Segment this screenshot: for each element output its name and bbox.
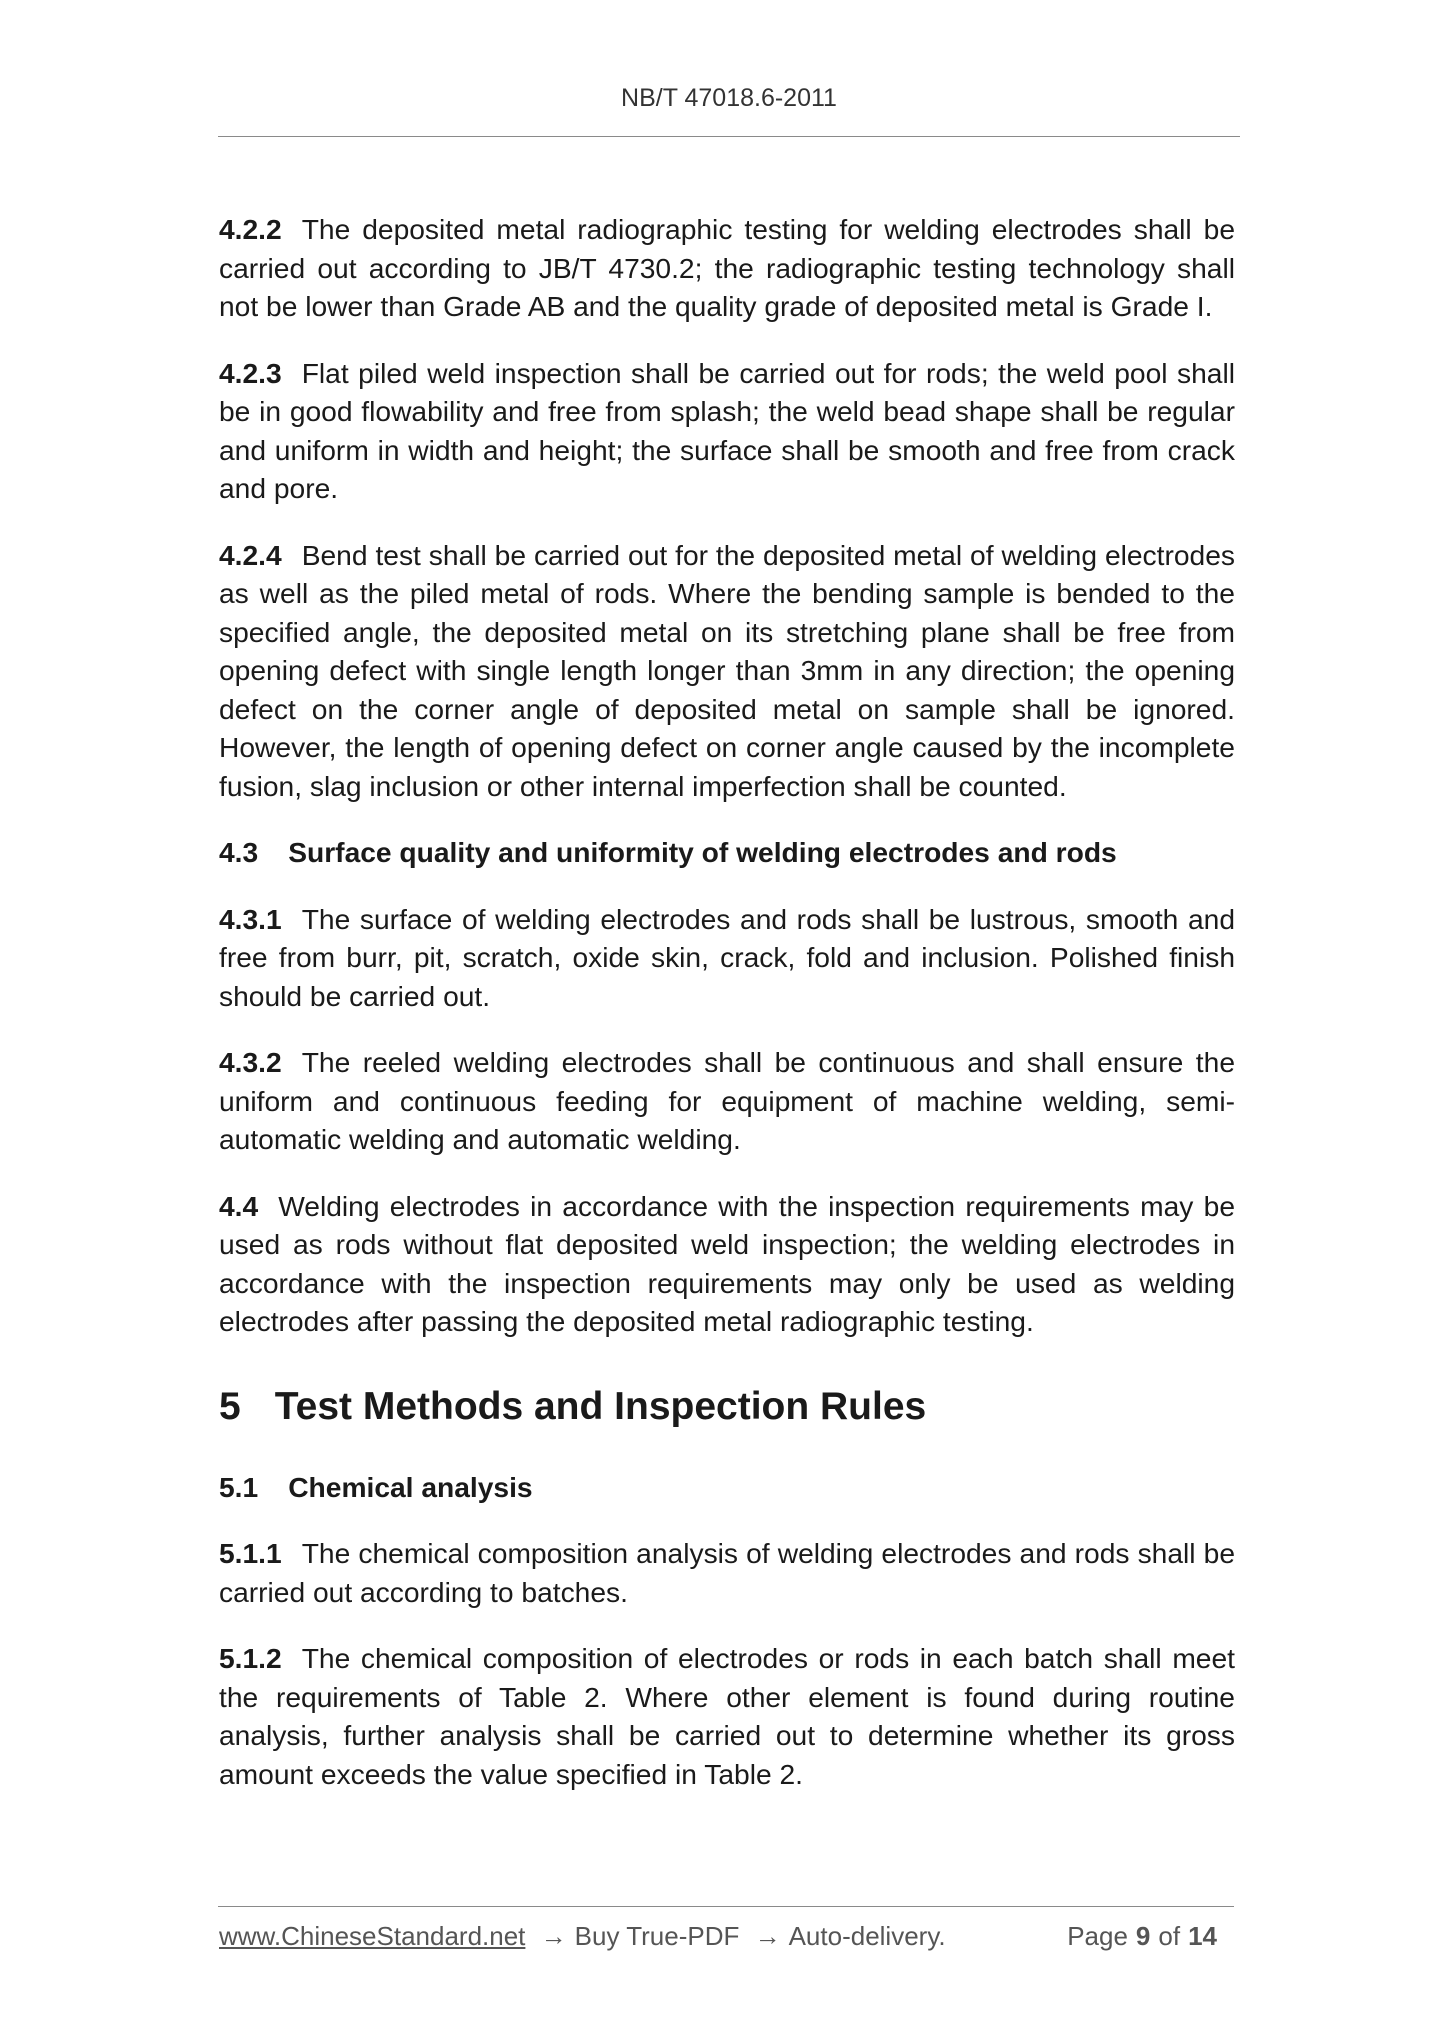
clause-number: 4.2.3 [219, 356, 282, 389]
chapter-heading-5 [219, 1382, 1235, 1432]
clause-number: 4.3.2 [219, 1046, 282, 1078]
clause-4-2-3 [219, 354, 1235, 508]
page-header-standard-code: NB/T 47018.6-2011 [621, 84, 837, 112]
current-page-number: 9 [1135, 1921, 1151, 1951]
total-page-count: 14 [1188, 1921, 1217, 1951]
clause-text: The surface of welding electrodes and rods shall be lustrous, smooth and free from burr, pit, scratch, oxide skin, crack, fold and inclusion. Polished finish should be carried out. [219, 902, 1235, 1012]
clause-text: The deposited metal radiographic testing for welding electrodes shall be carried out according to JB/T 4730.2; the radiographic testing technology shall not be lower than Grade AB and the quality grade of deposited metal is Grade I. [219, 213, 1235, 322]
clause-number: 5.1.1 [219, 1537, 282, 1569]
clause-4-2-4 [219, 536, 1235, 806]
clause-number: 4.3.1 [219, 902, 282, 935]
clause-5-1-1 [219, 1534, 1235, 1611]
clause-text: The chemical composition analysis of welding electrodes and rods shall be carried out according to batches. [219, 1537, 1235, 1608]
of-label: of [1158, 1921, 1181, 1951]
clause-4-3-1 [219, 900, 1235, 1016]
auto-delivery-text: Auto-delivery. [788, 1921, 946, 1951]
section-number: 5.1 [219, 1470, 259, 1503]
section-number: 4.3 [219, 836, 259, 868]
clause-number: 5.1.2 [219, 1642, 282, 1674]
clause-text: Flat piled weld inspection shall be carried out for rods; the weld pool shall be in good flowability and free from splash; the weld bead shape shall be regular and uniform in width and height; the surface shall be smooth and free from crack and pore. [219, 356, 1235, 504]
document-body [219, 210, 1235, 1821]
page-footer [219, 1921, 1235, 1952]
chapter-title: Test Methods and Inspection Rules [274, 1384, 927, 1428]
arrow-icon: → [754, 1921, 781, 1951]
clause-4-4 [219, 1187, 1235, 1341]
page-label: Page [1067, 1921, 1128, 1951]
clause-number: 4.4 [219, 1189, 259, 1222]
arrow-icon: → [540, 1921, 567, 1951]
clause-4-2-2 [219, 210, 1235, 326]
section-heading-5-1 [219, 1468, 1235, 1507]
clause-5-1-2 [219, 1639, 1235, 1793]
section-title: Surface quality and uniformity of welding electrodes and rods [288, 836, 1117, 868]
clause-number: 4.2.4 [219, 538, 282, 571]
site-link[interactable]: www.ChineseStandard.net [219, 1921, 526, 1951]
clause-text: The reeled welding electrodes shall be continuous and shall ensure the uniform and continuous feeding for equipment of machine welding, semi-automatic welding and automatic welding. [219, 1046, 1235, 1155]
clause-text: The chemical composition of electrodes or rods in each batch shall meet the requirements of Table 2. Where other element is found during routine analysis, further analysis shall be carried out to determine whether its gross amount exceeds the value specified in Table 2. [219, 1642, 1235, 1790]
section-heading-4-3 [219, 833, 1235, 872]
clause-4-3-2 [219, 1043, 1235, 1159]
clause-number: 4.2.2 [219, 213, 282, 245]
header-divider [218, 136, 1240, 137]
footer-divider [218, 1906, 1234, 1907]
page-indicator [1067, 1921, 1225, 1952]
buy-true-pdf-text: Buy True-PDF [574, 1921, 740, 1951]
chapter-number: 5 [219, 1384, 241, 1428]
clause-text: Welding electrodes in accordance with the inspection requirements may be used as rods without flat deposited weld inspection; the welding electrodes in accordance with the inspection requirements may only be used as welding electrodes after passing the deposited metal radiographic testing. [219, 1189, 1235, 1337]
clause-text: Bend test shall be carried out for the deposited metal of welding electrodes as well as the piled metal of rods. Where the bending sample is bended to the specified angle, the deposited metal on its stretching plane shall be free from opening defect with single length longer than 3mm in any direction; the opening defect on the corner angle of deposited metal on sample shall be ignored. However, the length of opening defect on corner angle caused by the incomplete fusion, slag inclusion or other internal imperfection shall be counted. [219, 538, 1235, 802]
section-title: Chemical analysis [288, 1470, 533, 1503]
